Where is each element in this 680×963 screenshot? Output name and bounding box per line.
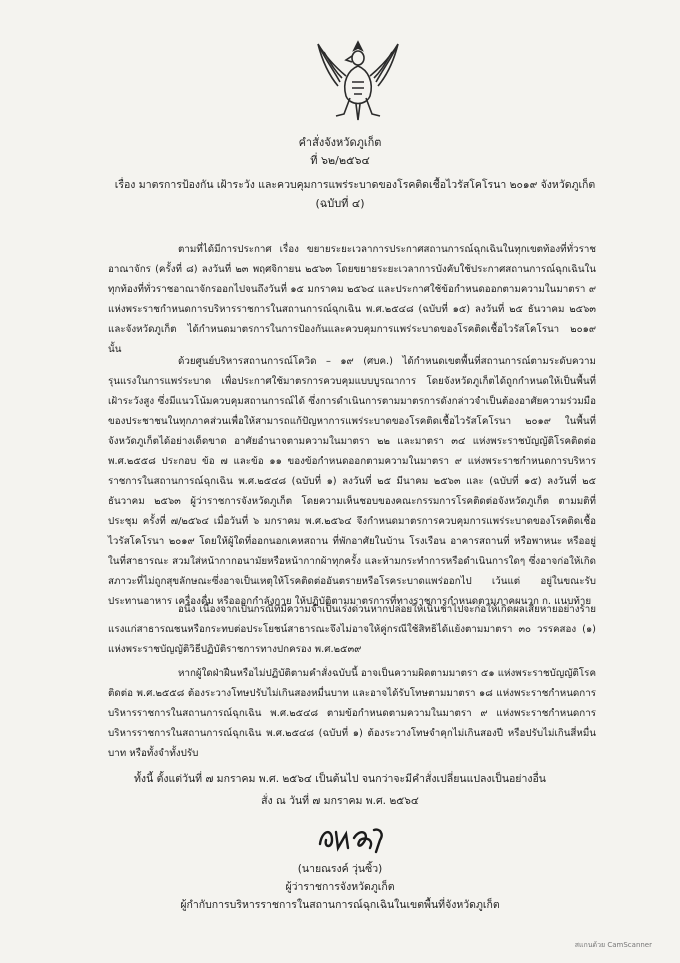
- order-number: ที่ ๖๒/๒๕๖๔: [310, 154, 370, 167]
- effective-date: ทั้งนี้ ตั้งแต่วันที่ ๗ มกราคม พ.ศ. ๒๕๖๔ เป็นต้นไป จนกว่าจะมีคำสั่งเปลี่ยนแปลงเป็นอย่างอื่น: [134, 773, 546, 785]
- paragraph-background: ตามที่ได้มีการประกาศ เรื่อง ขยายระยะเวลาการประกาศสถานการณ์ฉุกเฉินในทุกเขตท้องที่ทั่วราชอาณาจักร (ครั้งที่ ๘) ลงวันที่ ๒๓ พฤศจิกายน ๒๕๖๓ โดยขยายระยะเวลาการบังคับใช้ประกาศสถานการณ์ฉุกเฉินในทุกท้องที่ทั่วราชอาณาจักรออกไปจนถึงวันที่ ๑๕ มกราคม ๒๕๖๔ และประกาศใช้ข้อกำหนดออกตามความในมาตรา ๙ แห่งพระราชกำหนดการบริหารราชการในสถานการณ์ฉุกเฉิน พ.ศ.๒๕๔๘ (ฉบับที่ ๑๕) ลงวันที่ ๒๕ ธันวาคม ๒๕๖๓ และจังหวัดภูเก็ต ได้กำหนดมาตรการในการป้องกันและควบคุมการแพร่ระบาดของโรคติดเชื้อไวรัสโคโรนา ๒๐๑๙ นั้น: [108, 244, 596, 355]
- issued-date: สั่ง ณ วันที่ ๗ มกราคม พ.ศ. ๒๕๖๔: [261, 795, 419, 807]
- signer-position: ผู้ว่าราชการจังหวัดภูเก็ต: [285, 881, 395, 893]
- order-title: คำสั่งจังหวัดภูเก็ต: [298, 136, 382, 149]
- paragraph-urgency: อนึ่ง เนื่องจากเป็นกรณีที่มีความจำเป็นเร่งด่วนหากปล่อยให้เนิ่นช้าไปจะก่อให้เกิดผลเสียหายอย่างร้ายแรงแก่สาธารณชนหรือกระทบต่อประโยชน์สาธารณะจึงไม่อาจให้คู่กรณีใช้สิทธิได้แย้งตามมาตรา ๓๐ วรรคสอง (๑) แห่งพระราชบัญญัติวิธีปฏิบัติราชการทางปกครอง พ.ศ.๒๕๓๙: [108, 604, 596, 655]
- handwritten-signature: [314, 818, 394, 858]
- signer-role: ผู้กำกับการบริหารราชการในสถานการณ์ฉุกเฉินในเขตพื้นที่จังหวัดภูเก็ต: [180, 899, 500, 911]
- subject-label: เรื่อง: [114, 179, 136, 191]
- signer-name: (นายณรงค์ วุ่นซิ้ว): [297, 863, 383, 875]
- order-edition: (ฉบับที่ ๔): [315, 197, 365, 210]
- paragraph-measures: ด้วยศูนย์บริหารสถานการณ์โควิด – ๑๙ (ศบค.) ได้กำหนดเขตพื้นที่สถานการณ์ตามระดับความรุนแรงในการแพร่ระบาด เพื่อประกาศใช้มาตรการควบคุมแบบบูรณาการ โดยจังหวัดภูเก็ตได้ถูกกำหนดให้เป็นพื้นที่เฝ้าระวังสูง ซึ่งมีแนวโน้มควบคุมสถานการณ์ได้ ซึ่งการดำเนินการตามมาตรการดังกล่าวจำเป็นต้องอาศัยความร่วมมือของประชาชนในทุกภาคส่วนเพื่อให้สามารถแก้ปัญหาการแพร่ระบาดของโรคติดเชื้อไวรัสโคโรนา ๒๐๑๙ ในพื้นที่จังหวัดภูเก็ตได้อย่างเด็ดขาด อาศัยอำนาจตามความในมาตรา ๒๒ และมาตรา ๓๔ แห่งพระราชบัญญัติโรคติดต่อ พ.ศ.๒๕๕๘ ประกอบ ข้อ ๗ และข้อ ๑๑ ของข้อกำหนดออกตามความในมาตรา ๙ แห่งพระราชกำหนดการบริหารราชการในสถานการณ์ฉุกเฉิน พ.ศ.๒๕๔๘ (ฉบับที่ ๑) ลงวันที่ ๒๕ มีนาคม ๒๕๖๓ และ (ฉบับที่ ๑๕) ลงวันที่ ๒๕ ธันวาคม ๒๕๖๓ ผู้ว่าราชการจังหวัดภูเก็ต โดยความเห็นชอบของคณะกรรมการโรคติดต่อจังหวัดภูเก็ต ตามมติที่ประชุม ครั้งที่ ๗/๒๕๖๔ เมื่อวันที่ ๖ มกราคม พ.ศ.๒๕๖๔ จึงกำหนดมาตรการควบคุมการแพร่ระบาดของโรคติดเชื้อไวรัสโคโรนา ๒๐๑๙ โดยให้ผู้ใดที่ออกนอกเคหสถาน ที่พักอาศัยในบ้าน โรงเรือน อาคารสถานที่ หรือพาหนะ หรืออยู่ในที่สาธารณะ สวมใส่หน้ากากอนามัยหรือหน้ากากผ้าทุกครั้ง และห้ามกระทำการหรือดำเนินการใดๆ ซึ่งอาจก่อให้เกิดสภาวะที่ไม่ถูกสุขลักษณะซึ่งอาจเป็นเหตุให้โรคติดต่ออันตรายหรือโรคระบาดแพร่ออกไป เว้นแต่ อยู่ในขณะรับประทานอาหาร เครื่องดื่ม หรือออกกำลังกาย ให้ปฏิบัติตามมาตรการที่ทางราชการกำหนดตามภาคผนวก ก. แนบท้าย: [108, 356, 596, 607]
- garuda-emblem-icon: [312, 36, 404, 126]
- scanner-watermark: สแกนด้วย CamScanner: [574, 941, 652, 949]
- order-subject: [95, 178, 615, 192]
- subject-text: มาตรการป้องกัน เฝ้าระวัง และควบคุมการแพร่ระบาดของโรคติดเชื้อไวรัสโคโรนา ๒๐๑๙ จังหวัดภูเก็ต: [138, 179, 596, 191]
- paragraph-penalty: หากผู้ใดฝ่าฝืนหรือไม่ปฏิบัติตามคำสั่งฉบับนี้ อาจเป็นความผิดตามมาตรา ๕๑ แห่งพระราชบัญญัติโรคติดต่อ พ.ศ.๒๕๕๘ ต้องระวางโทษปรับไม่เกินสองหมื่นบาท และอาจได้รับโทษตามมาตรา ๑๘ แห่งพระราชกำหนดการบริหารราชการในสถานการณ์ฉุกเฉิน พ.ศ.๒๕๔๘ ตามข้อกำหนดตามความในมาตรา ๙ แห่งพระราชกำหนดการบริหารราชการในสถานการณ์ฉุกเฉิน พ.ศ.๒๕๔๘ (ฉบับที่ ๑) ต้องระวางโทษจำคุกไม่เกินสองปี หรือปรับไม่เกินสี่หมื่นบาท หรือทั้งจำทั้งปรับ: [108, 668, 596, 759]
